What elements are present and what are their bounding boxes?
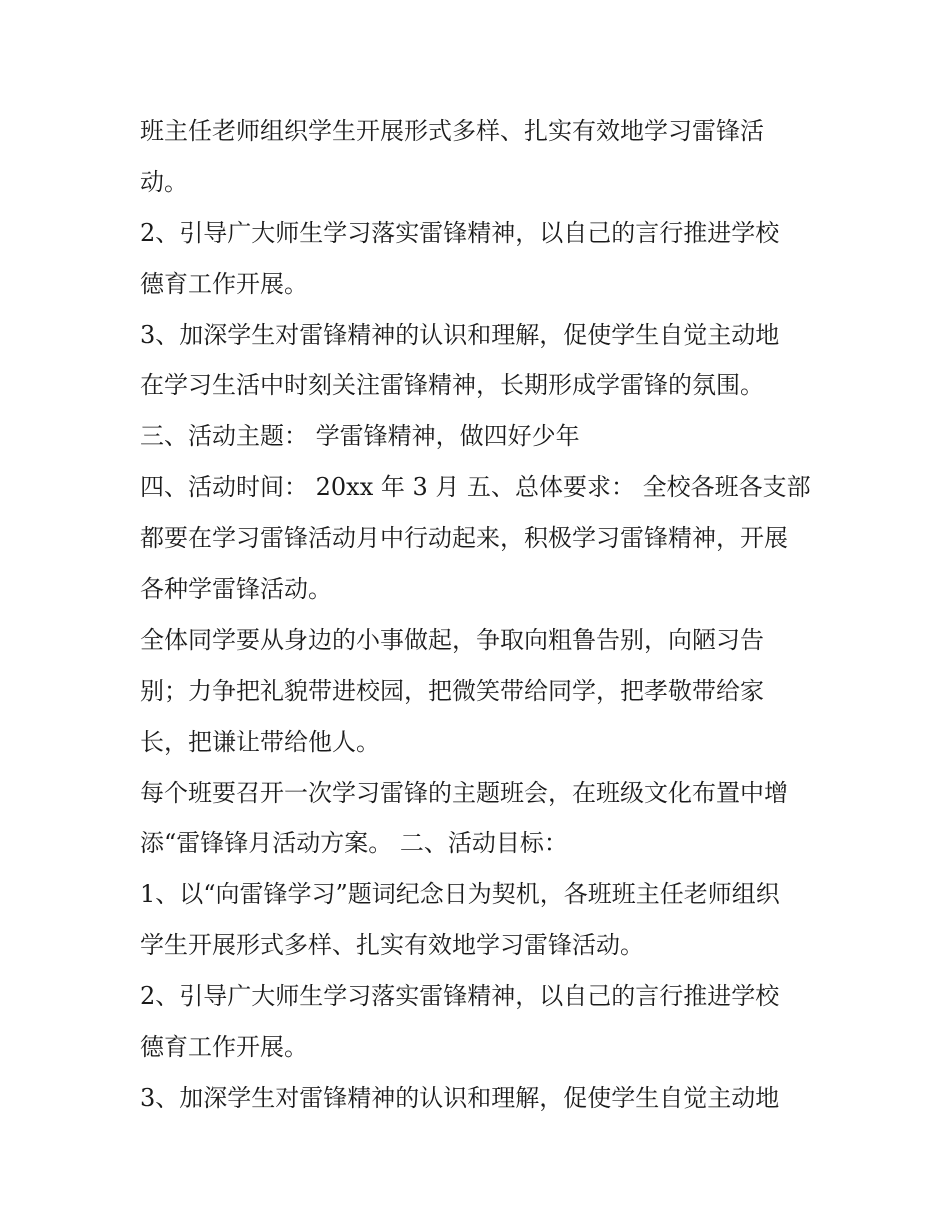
- text-line-20: 3、加深学生对雷锋精神的认识和理解，促使学生自觉主动地: [140, 1083, 780, 1112]
- text-line-17: 学生开展形式多样、扎实有效地学习雷锋活动。: [140, 931, 644, 960]
- text-line-10: 各种学雷锋活动。: [140, 575, 332, 604]
- document-body: [140, 106, 830, 1124]
- text-line-15: 添“雷锋锋月活动方案。 二、活动目标：: [140, 829, 568, 858]
- text-line-2: 动。: [140, 167, 188, 196]
- text-line-7: 三、活动主题： 学雷锋精神，做四好少年: [140, 422, 580, 451]
- text-line-5: 3、加深学生对雷锋精神的认识和理解，促使学生自觉主动地: [140, 320, 780, 349]
- text-line-8: 四、活动时间： 20xx 年 3 月 五、总体要求： 全校各班各支部: [140, 473, 811, 502]
- text-line-12: 别；力争把礼貌带进校园，把微笑带给同学，把孝敬带给家: [140, 676, 764, 705]
- text-line-19: 德育工作开展。: [140, 1033, 308, 1062]
- text-line-13: 长，把谦让带给他人。: [140, 727, 380, 756]
- text-line-18: 2、引导广大师生学习落实雷锋精神，以自己的言行推进学校: [140, 982, 780, 1011]
- text-line-6: 在学习生活中时刻关注雷锋精神，长期形成学雷锋的氛围。: [140, 371, 764, 400]
- text-line-9: 都要在学习雷锋活动月中行动起来，积极学习雷锋精神，开展: [140, 524, 788, 553]
- text-line-11: 全体同学要从身边的小事做起，争取向粗鲁告别，向陋习告: [140, 625, 764, 654]
- text-line-14: 每个班要召开一次学习雷锋的主题班会，在班级文化布置中增: [140, 778, 788, 807]
- text-line-16: 1、以“向雷锋学习”题词纪念日为契机，各班班主任老师组织: [140, 880, 780, 909]
- text-line-4: 德育工作开展。: [140, 269, 308, 298]
- text-line-1: 班主任老师组织学生开展形式多样、扎实有效地学习雷锋活: [140, 117, 764, 145]
- text-line-3: 2、引导广大师生学习落实雷锋精神，以自己的言行推进学校: [140, 218, 780, 247]
